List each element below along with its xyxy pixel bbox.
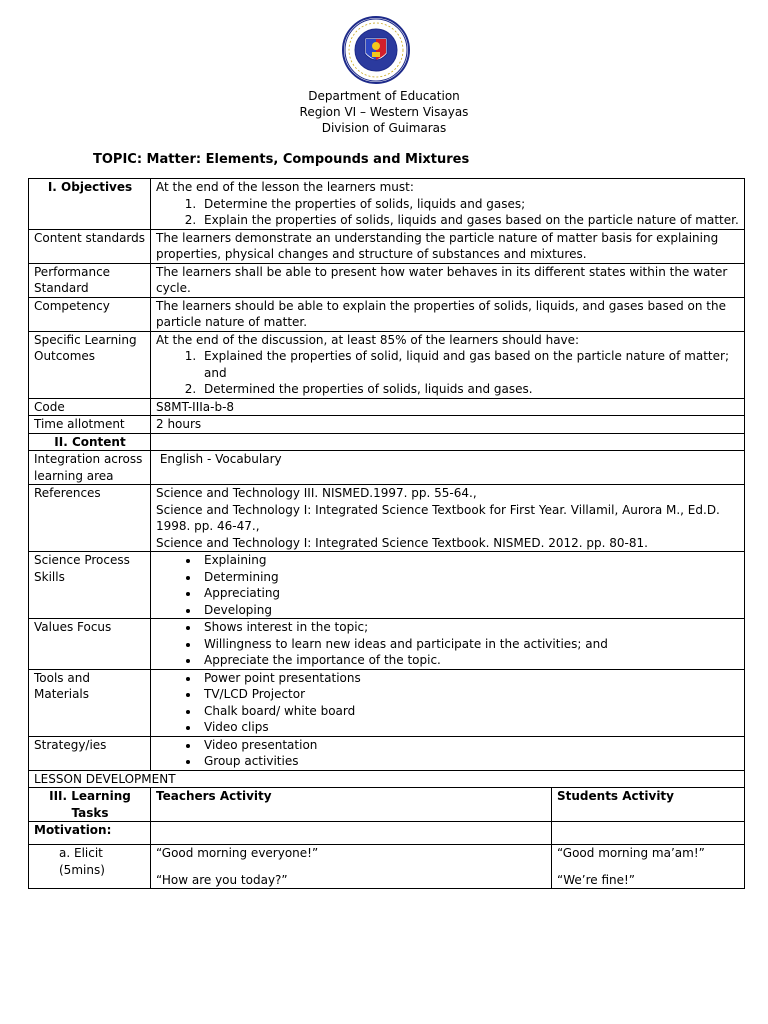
lesson-plan-table — [28, 178, 745, 889]
value-item: • Willingness to learn new ideas and participate in the activities; and — [200, 636, 740, 653]
specific-outcomes-label: Specific Learning Outcomes — [29, 331, 151, 398]
specific-outcomes-content — [151, 331, 745, 398]
motivation-teacher-empty — [151, 822, 552, 845]
outcome-item: 2. Determined the properties of solids, liquids and gases. — [200, 381, 740, 398]
tool-item: • Chalk board/ white board — [200, 703, 740, 720]
student-line: “We’re fine!” — [557, 872, 636, 887]
strategy-item: • Group activities — [200, 753, 740, 770]
content-standards-text: The learners demonstrate an understanding the particle nature of matter basis for explaining properties, physical changes and structure of substances and mixtures. — [151, 229, 745, 263]
tool-item: • Video clips — [200, 719, 740, 736]
content-standards-row — [29, 229, 745, 263]
lesson-development-row — [29, 770, 745, 788]
teachers-activity-header: Teachers Activity — [151, 788, 552, 822]
elicit-teacher-activity — [151, 845, 552, 889]
strategy-item: • Video presentation — [200, 737, 740, 754]
specific-outcomes-list — [156, 348, 740, 398]
strategy-list — [156, 737, 740, 770]
competency-text: The learners should be able to explain the properties of solids, liquids, and gases based on the particle nature of matter. — [151, 297, 745, 331]
learning-tasks-header-row — [29, 788, 745, 822]
skill-item: • Explaining — [200, 552, 740, 569]
objective-item: 1. Determine the properties of solids, liquids and gases; — [200, 196, 740, 213]
learning-tasks-label: III. Learning Tasks — [29, 788, 151, 822]
code-label: Code — [29, 398, 151, 416]
process-skills-label: Science Process Skills — [29, 552, 151, 619]
reference-item: Science and Technology I: Integrated Science Textbook for First Year. Villamil, Aurora M., Ed.D. 1998. pp. 46-47., — [156, 502, 720, 533]
motivation-label: Motivation: — [29, 822, 151, 845]
elicit-label — [29, 845, 151, 889]
specific-outcomes-row — [29, 331, 745, 398]
values-focus-row — [29, 619, 745, 670]
performance-standard-row — [29, 263, 745, 297]
outcome-item: 1. Explained the properties of solid, liquid and gas based on the particle nature of matter; and — [200, 348, 740, 381]
references-content — [151, 485, 745, 552]
tools-content — [151, 669, 745, 736]
skill-item: • Appreciating — [200, 585, 740, 602]
student-line: “Good morning ma’am!” — [557, 846, 705, 860]
tool-item: • TV/LCD Projector — [200, 686, 740, 703]
elicit-student-activity — [552, 845, 745, 889]
objectives-intro: At the end of the lesson the learners must: — [156, 180, 414, 194]
integration-label: Integration across learning area — [29, 451, 151, 485]
objectives-content — [151, 179, 745, 230]
teacher-line: “Good morning everyone!” — [156, 846, 319, 860]
strategy-label: Strategy/ies — [29, 736, 151, 770]
content-section-label: II. Content — [29, 433, 151, 451]
values-focus-list — [156, 619, 740, 669]
objective-item: 2. Explain the properties of solids, liquids and gases based on the particle nature of matter. — [200, 212, 740, 229]
objectives-list — [156, 196, 740, 229]
time-allotment-value: 2 hours — [151, 416, 745, 434]
document-header — [0, 88, 768, 136]
objectives-label: I. Objectives — [29, 179, 151, 230]
specific-outcomes-intro: At the end of the discussion, at least 85% of the learners should have: — [156, 332, 580, 347]
code-row — [29, 398, 745, 416]
references-row — [29, 485, 745, 552]
strategy-content — [151, 736, 745, 770]
performance-standard-label: Performance Standard — [29, 263, 151, 297]
deped-seal-logo — [332, 16, 420, 84]
skill-item: • Determining — [200, 569, 740, 586]
tool-item: • Power point presentations — [200, 670, 740, 687]
teacher-line: “How are you today?” — [156, 872, 288, 887]
competency-row — [29, 297, 745, 331]
process-skills-content — [151, 552, 745, 619]
lesson-topic: TOPIC: Matter: Elements, Compounds and Mixtures — [93, 152, 470, 167]
skill-item: • Developing — [200, 602, 740, 619]
elicit-row — [29, 845, 745, 889]
process-skills-list — [156, 552, 740, 618]
values-focus-content — [151, 619, 745, 670]
integration-row — [29, 451, 745, 485]
value-item: • Shows interest in the topic; — [200, 619, 740, 636]
lesson-development-heading: LESSON DEVELOPMENT — [29, 770, 745, 788]
content-section-empty — [151, 433, 745, 451]
objectives-row — [29, 179, 745, 230]
tools-label: Tools and Materials — [29, 669, 151, 736]
content-section-row — [29, 433, 745, 451]
elicit-label-text: a. Elicit (5mins) — [59, 846, 105, 877]
motivation-student-empty — [552, 822, 745, 845]
motivation-row — [29, 822, 745, 845]
integration-value: English - Vocabulary — [151, 451, 745, 485]
students-activity-header: Students Activity — [552, 788, 745, 822]
strategy-row — [29, 736, 745, 770]
division-name: Division of Guimaras — [321, 121, 447, 135]
value-item: • Appreciate the importance of the topic. — [200, 652, 740, 669]
values-focus-label: Values Focus — [29, 619, 151, 670]
process-skills-row — [29, 552, 745, 619]
reference-item: Science and Technology III. NISMED.1997. pp. 55-64., — [156, 486, 477, 500]
region-name: Region VI – Western Visayas — [299, 105, 469, 119]
performance-standard-text: The learners shall be able to present how water behaves in its different states within the water cycle. — [151, 263, 745, 297]
tools-row — [29, 669, 745, 736]
competency-label: Competency — [29, 297, 151, 331]
department-name: Department of Education — [308, 89, 460, 103]
time-allotment-label: Time allotment — [29, 416, 151, 434]
tools-list — [156, 670, 740, 736]
time-allotment-row — [29, 416, 745, 434]
references-label: References — [29, 485, 151, 552]
code-value: S8MT-IIIa-b-8 — [151, 398, 745, 416]
content-standards-label: Content standards — [29, 229, 151, 263]
reference-item: Science and Technology I: Integrated Science Textbook. NISMED. 2012. pp. 80-81. — [156, 535, 648, 550]
